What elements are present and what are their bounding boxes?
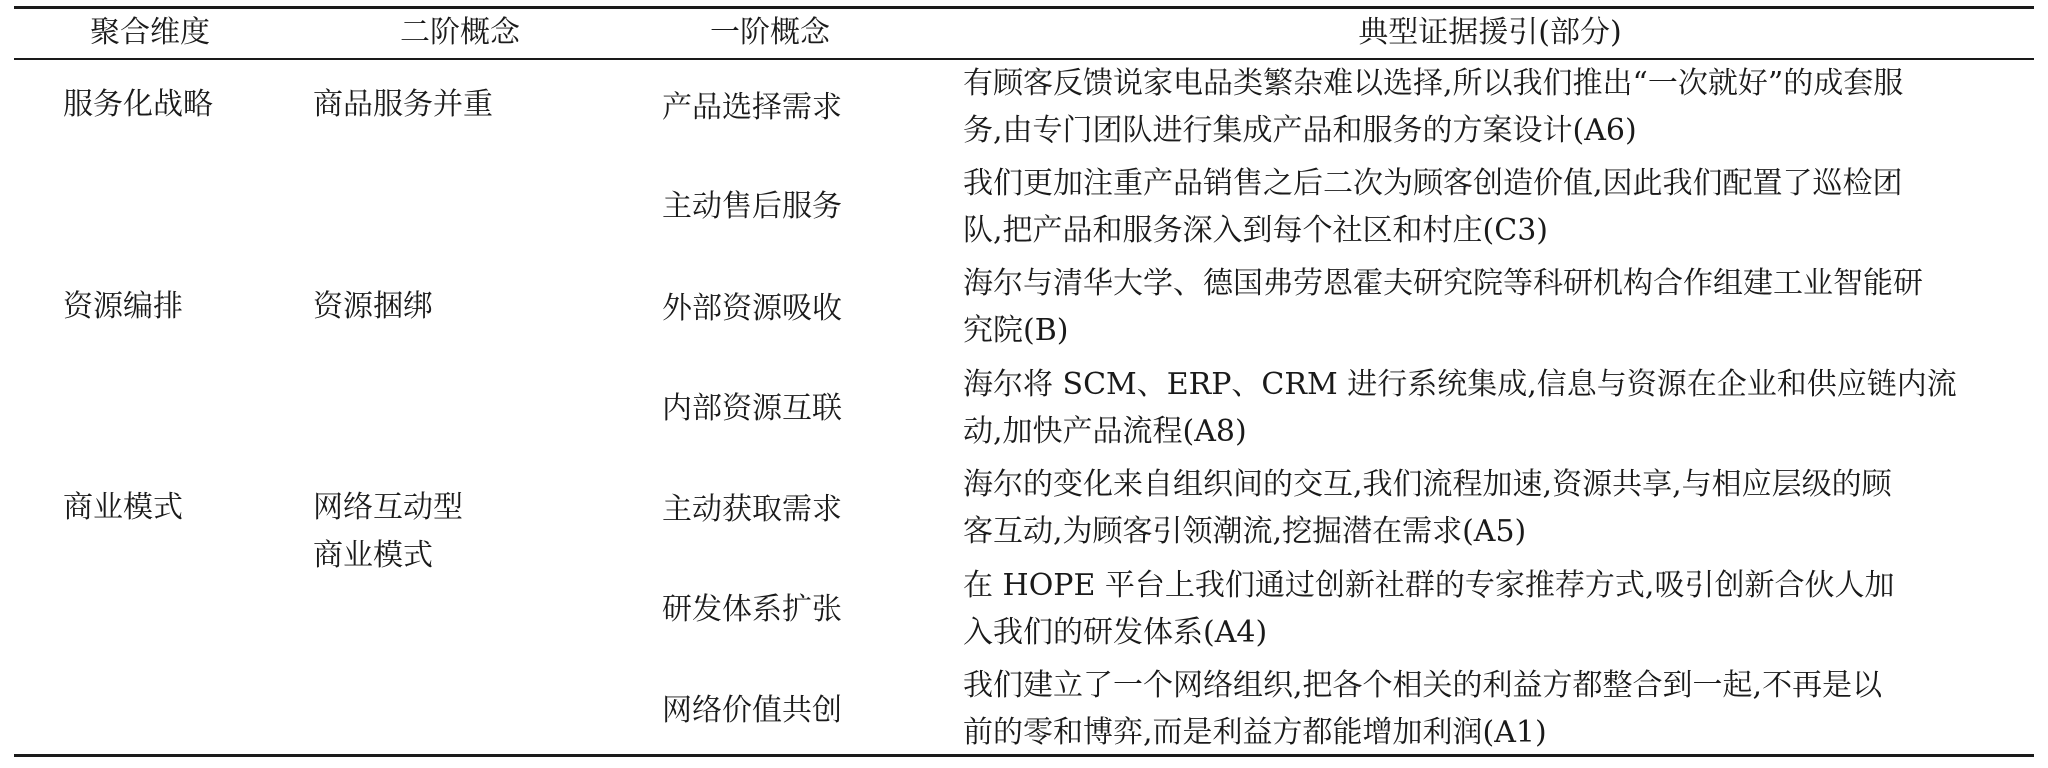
evidence-cell [963,260,2023,354]
second-order-cell-line2: 商业模式 [313,538,433,573]
evidence-line: 客互动,为顾客引领潮流,挖掘潜在需求(A5) [963,514,1527,549]
evidence-line: 务,由专门团队进行集成产品和服务的方案设计(A6) [963,113,1637,148]
evidence-cell [963,361,2023,455]
dimension-cell: 资源编排 [63,289,183,324]
table-bottom-rule [14,754,2034,757]
evidence-line: 海尔与清华大学、德国弗劳恩霍夫研究院等科研机构合作组建工业智能研 [963,266,1923,301]
evidence-cell [963,662,2023,756]
first-order-cell: 主动获取需求 [662,492,842,527]
header-evidence: 典型证据援引(部分) [1358,15,1622,50]
evidence-line: 我们建立了一个网络组织,把各个相关的利益方都整合到一起,不再是以 [963,668,1883,703]
first-order-cell: 外部资源吸收 [662,291,842,326]
header-aggregate-dimension: 聚合维度 [90,15,210,50]
first-order-cell: 网络价值共创 [662,693,842,728]
evidence-cell [963,562,2023,656]
evidence-line: 海尔将 SCM、ERP、CRM 进行系统集成,信息与资源在企业和供应链内流 [963,367,1957,402]
first-order-cell: 产品选择需求 [662,90,842,125]
header-first-order-concept: 一阶概念 [710,15,830,50]
evidence-cell [963,461,2023,555]
evidence-cell [963,160,2023,254]
evidence-cell [963,60,2023,154]
evidence-line: 入我们的研发体系(A4) [963,615,1268,650]
dimension-cell: 服务化战略 [63,87,213,122]
first-order-cell: 主动售后服务 [662,189,842,224]
second-order-cell: 网络互动型 [313,490,463,525]
evidence-line: 在 HOPE 平台上我们通过创新社群的专家推荐方式,吸引创新合伙人加 [963,568,1895,603]
evidence-line: 队,把产品和服务深入到每个社区和村庄(C3) [963,213,1548,248]
evidence-line: 究院(B) [963,313,1069,348]
first-order-cell: 研发体系扩张 [662,592,842,627]
evidence-line: 我们更加注重产品销售之后二次为顾客创造价值,因此我们配置了巡检团 [963,166,1903,201]
second-order-cell: 资源捆绑 [313,289,433,324]
evidence-line: 海尔的变化来自组织间的交互,我们流程加速,资源共享,与相应层级的顾 [963,467,1892,502]
evidence-line: 前的零和博弈,而是利益方都能增加利润(A1) [963,715,1547,750]
evidence-line: 有顾客反馈说家电品类繁杂难以选择,所以我们推出“一次就好”的成套服 [963,66,1904,101]
dimension-cell: 商业模式 [63,490,183,525]
second-order-cell: 商品服务并重 [313,87,493,122]
evidence-line: 动,加快产品流程(A8) [963,414,1247,449]
header-second-order-concept: 二阶概念 [400,15,520,50]
first-order-cell: 内部资源互联 [662,391,842,426]
